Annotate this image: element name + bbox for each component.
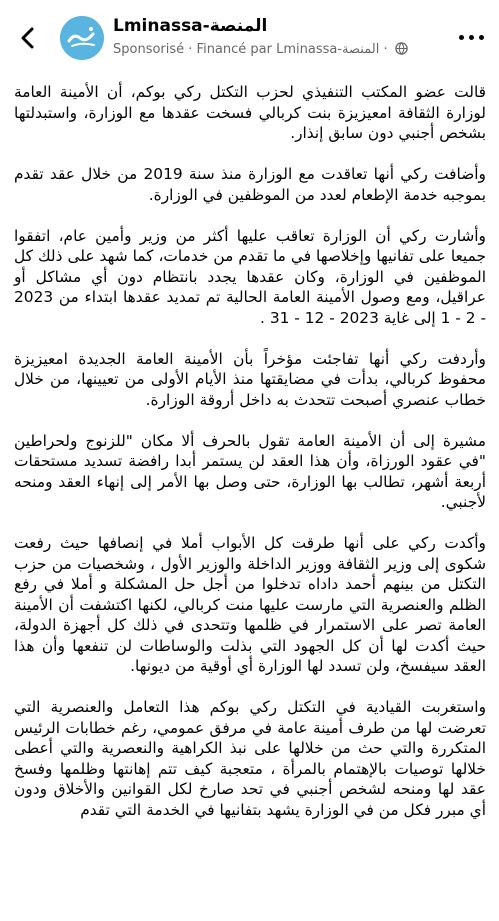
page-logo xyxy=(60,16,104,60)
post-paragraph: وأردفت ركي أنها تفاجئت مؤخراً بأن الأمينة العامة الجديدة امعيزيزة محفوظ كربالي، بدأت في مضايقتها منذ الأيام الأولى من تعيينها، من خلال خطاب عنصري أصبحت تتحدث به داخل أروقة الوزارة. xyxy=(14,349,486,409)
more-dots-icon xyxy=(459,35,464,40)
post-paragraph: قالت عضو المكتب التنفيذي لحزب التكتل ركي بوكم، أن الأمينة العامة لوزارة الثقافة امعيزيزة بنت كربالي فسخت عقدها مع الوزارة، واستبدلتها بشخص أجنبي دون سابق إنذار. xyxy=(14,83,486,142)
page-avatar[interactable] xyxy=(60,16,104,60)
page-name[interactable]: Lminassa-المنصة xyxy=(113,16,268,36)
back-arrow-icon[interactable] xyxy=(14,24,42,52)
post-header xyxy=(0,0,499,72)
sponsored-text: Sponsorisé · Financé par Lminassa-المنصة · xyxy=(113,42,392,57)
globe-icon xyxy=(395,42,408,55)
post-paragraph: مشيرة إلى أن الأمينة العامة تقول بالحرف ألا مكان "للزنوج ولحراطين "في عقود الورزاة، وأن هذا العقد لن يستمر أبدا رافضة تسديد مستحقات أربعة أشهر، تطالب بها الوزارة، حتى وصل بها الأمر إلى إنهاء العقد ومنحه لأجنبي. xyxy=(14,431,486,511)
post-paragraph: وأكدت ركي على أنها طرقت كل الأبواب أملا في إنصافها حيث رفعت شكوى إلى وزير الثقافة ووزير الداخلة والوزير الأول ، وشخصيات من حزب التكتل من بينهم أحمد داداه تدخلوا من أجل حل المشكلة و أملا في رفع الظلم والعنصرية التي مارست عليها منت كربالي، لكنها اكتشفت أن الأمينة العامة تصر على الاستمرار في ظلمها وتتحدى في ذلك كل أجهزة الدولة، حيث أكدت لها أن كل الجهود التي بذلت والوساطات لن تنفعها وأن هذا العقد سيفسخ، ولن تسدد لها الوزارة أي أوقية من ديونها. xyxy=(14,534,486,675)
more-options-button[interactable] xyxy=(459,28,485,48)
more-dot xyxy=(479,35,484,40)
more-dot xyxy=(469,35,474,40)
post-body xyxy=(14,82,486,841)
post-paragraph: واستغربت القيادية في التكتل ركي بوكم هذا التعامل والعنصرية التي تعرضت لها من طرف أمينة عامة في مرفق عمومي، رغم خطابات الرئيس المتكررة والتي حث من خلالها على نبذ الكراهية والنعصرية والتي أعطى خلالها توصيات بالإهتمام بالمرأة ، متعجبة كيف تتم إهانتها وظلمها وفسخ عقد لها ومنحه لشخص أجنبي في تحد صارخ لكل القوانين والأخلاق ودون أي مبرر فكل من في الوزارة يشهد بتفانيها في الخدمة التي تقدم xyxy=(14,698,486,819)
post-paragraph: وأضافت ركي أنها تعاقدت مع الوزارة منذ سنة 2019 من خلال عقد تقدم بموجبه خدمة الإطعام لعدد من الموظفين في الوزارة. xyxy=(14,165,486,204)
sponsored-meta xyxy=(113,42,408,57)
post-paragraph: وأشارت ركي أن الوزارة تعاقب عليها أكثر من وزير وأمين عام، اتفقوا جميعا على تفانيها وإخلاصها في ما تقدم من خدمات، كما شهد على ذلك كل الموظفين في الوزارة، وكان عقدها يجدد بانتظام دون أي مشاكل أو عراقيل، ومع وصول الأمينة العامة الحالية تم تمديد عقدها ابتداء من 2023 - 2 - 1 إلى غاية 2023 - 12 - 31 . xyxy=(14,226,486,327)
